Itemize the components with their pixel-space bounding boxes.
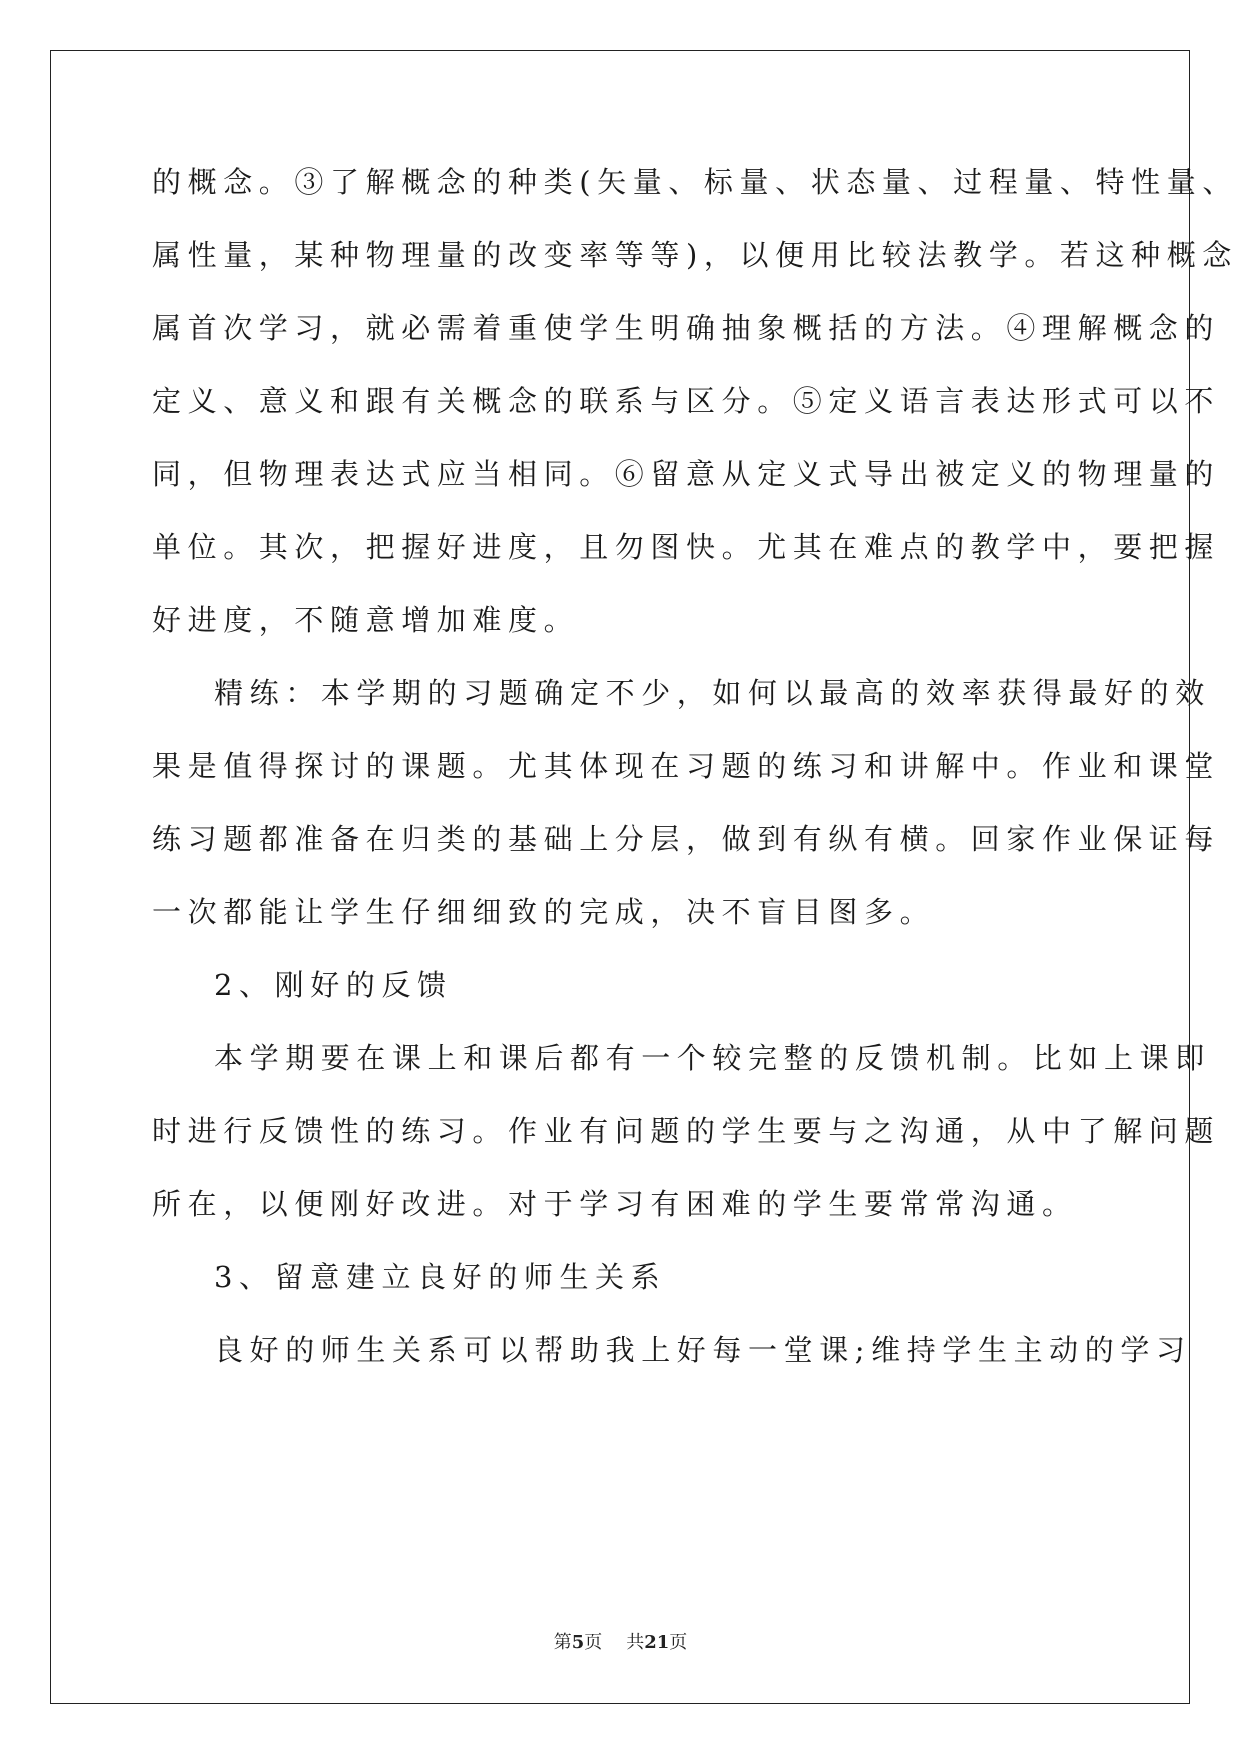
text-line: 时进行反馈性的练习。作业有问题的学生要与之沟通，从中了解问题 — [152, 1114, 1221, 1148]
page-footer — [0, 1628, 1241, 1654]
section-heading: 3、留意建立良好的师生关系 — [214, 1260, 667, 1294]
total-pages: 21 — [644, 1632, 670, 1653]
text-line: 的概念。③了解概念的种类(矢量、标量、状态量、过程量、特性量、 — [152, 165, 1238, 199]
page-number: 5 — [571, 1632, 585, 1653]
total-suffix: 页 — [669, 1632, 688, 1653]
page-border — [50, 50, 1190, 1704]
paragraph-start-line: 精练：本学期的习题确定不少，如何以最高的效率获得最好的效 — [214, 676, 1211, 710]
text-line: 同，但物理表达式应当相同。⑥留意从定义式导出被定义的物理量的 — [152, 457, 1221, 491]
total-prefix: 共 — [626, 1632, 645, 1653]
text-line: 练习题都准备在归类的基础上分层，做到有纵有横。回家作业保证每 — [152, 822, 1221, 856]
text-line: 定义、意义和跟有关概念的联系与区分。⑤定义语言表达形式可以不 — [152, 384, 1221, 418]
section-heading: 2、刚好的反馈 — [214, 968, 453, 1002]
text-line: 果是值得探讨的课题。尤其体现在习题的练习和讲解中。作业和课堂 — [152, 749, 1221, 783]
paragraph-start-line: 本学期要在课上和课后都有一个较完整的反馈机制。比如上课即 — [214, 1041, 1211, 1075]
text-line: 所在，以便刚好改进。对于学习有困难的学生要常常沟通。 — [152, 1187, 1078, 1221]
text-line: 一次都能让学生仔细细致的完成，决不盲目图多。 — [152, 895, 936, 929]
page-prefix: 第 — [553, 1632, 572, 1653]
paragraph-start-line: 良好的师生关系可以帮助我上好每一堂课;维持学生主动的学习 — [214, 1333, 1192, 1367]
page-suffix: 页 — [584, 1632, 603, 1653]
text-line: 单位。其次，把握好进度，且勿图快。尤其在难点的教学中，要把握 — [152, 530, 1221, 564]
text-line: 好进度，不随意增加难度。 — [152, 603, 580, 637]
text-line: 属性量，某种物理量的改变率等等)，以便用比较法教学。若这种概念 — [152, 238, 1238, 272]
text-line: 属首次学习，就必需着重使学生明确抽象概括的方法。④理解概念的 — [152, 311, 1221, 345]
